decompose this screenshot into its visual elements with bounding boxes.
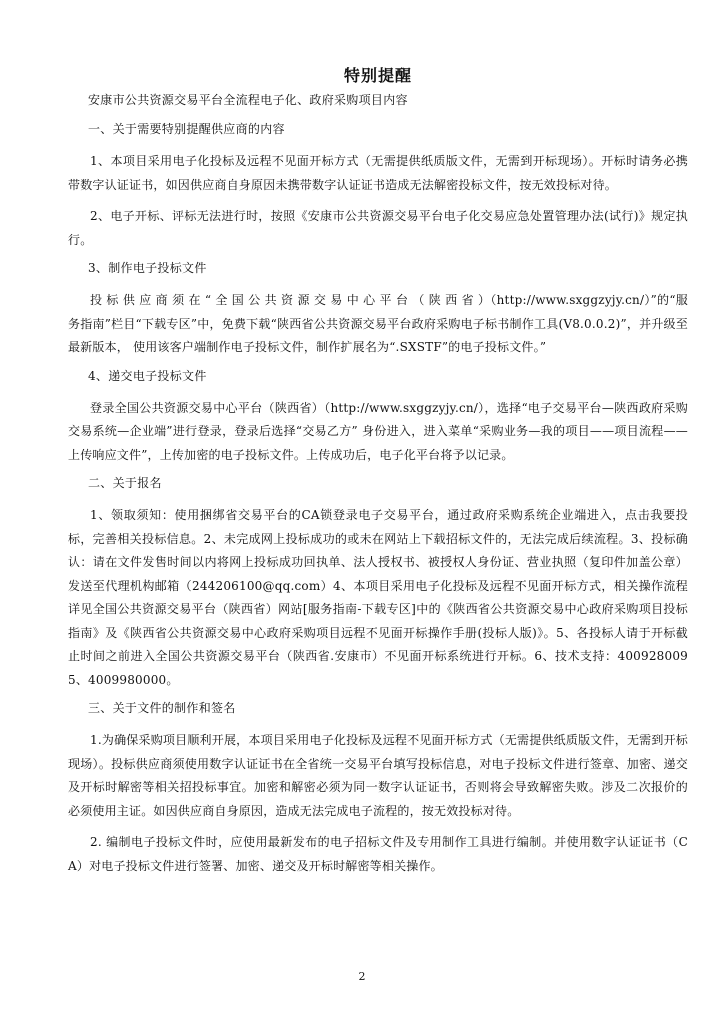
section-heading-3: 三、关于文件的制作和签名 <box>88 701 236 715</box>
paragraph-3-2: 2. 编制电子投标文件时，应使用最新发布的电子招标文件及专用制作工具进行编制。并使用数字认证证书（CA）对电子投标文件进行签署、加密、递交及开标时解密等相关操作。 <box>68 835 688 873</box>
paragraph-3-1: 1.为确保采购项目顺利开展，本项目采用电子化投标及远程不见面开标方式（无需提供纸质版文件，无需到开标现场）。投标供应商须使用数字认证证书在全省统一交易平台填写投标信息，对电子投标文件进行签章、加密、递交及开标时解密等相关招投标事宜。加密和解密必须为同一数字认证证书，否则将会导致解密失败。涉及二次报价的必须使用主证。如因供应商自身原因，造成无法完成电子流程的，按无效投标对待。 <box>68 733 688 818</box>
document-subtitle: 安康市公共资源交易平台全流程电子化、政府采购项目内容 <box>88 93 408 107</box>
paragraph-1-2: 2、电子开标、评标无法进行时，按照《安康市公共资源交易平台电子化交易应急处置管理办法(试行)》规定执行。 <box>68 209 688 247</box>
section-heading-2: 二、关于报名 <box>88 476 162 490</box>
section-heading-1: 一、关于需要特别提醒供应商的内容 <box>88 122 285 136</box>
paragraph-1-1: 1、本项目采用电子化投标及远程不见面开标方式（无需提供纸质版文件，无需到开标现场）。开标时请务必携带数字认证证书，如因供应商自身原因未携带数字认证证书造成无法解密投标文件，按无效投标对待。 <box>68 154 688 192</box>
paragraph-1-3: 投 标 供 应 商 须 在 “ 全 国 公 共 资 源 交 易 中 心 平 台 （ 陕 西 省 ）（http://www.sxggzyjy.cn/）”的“服务指南”栏目“下载专区”中，免费下载“陕西省公共资源交易平台政府采购电子标书制作工具(V8.0.0.2)”，并升级至最新版本， 使用该客户端制作电子投标文件，制作扩展名为“.SXSTF”的电子投标文件。” <box>68 293 688 354</box>
subheading-1-3: 3、制作电子投标文件 <box>88 261 207 275</box>
page-number: 2 <box>358 970 366 983</box>
paragraph-1-4: 登录全国公共资源交易中心平台（陕西省）（http://www.sxggzyjy.cn/），选择“电子交易平台—陕西政府采购交易系统—企业端”进行登录，登录后选择“交易乙方” 身份进入，进入菜单“采购业务—我的项目——项目流程——上传响应文件”，上传加密的电子投标文件。上传成功后，电子化平台将予以记录。 <box>68 400 688 462</box>
paragraph-2-1: 1、领取须知：使用捆绑省交易平台的CA锁登录电子交易平台，通过政府采购系统企业端进入，点击我要投标，完善相关投标信息。2、未完成网上投标成功的或未在网站上下载招标文件的，无法完成后续流程。3、投标确认：请在文件发售时间以内将网上投标成功回执单、法人授权书、被授权人身份证、营业执照（复印件加盖公章）发送至代理机构邮箱（244206100@qq.com）4、本项目采用电子化投标及远程不见面开标方式，相关操作流程详见全国公共资源交易平台（陕西省）网站[服务指南-下载专区]中的《陕西省公共资源交易中心政府采购项目投标指南》及《陕西省公共资源交易中心政府采购项目远程不见面开标操作手册(投标人版)》。5、各投标人请于开标截止时间之前进入全国公共资源交易平台（陕西省.安康市）不见面开标系统进行开标。6、技术支持：4009280095、4009980000。 <box>68 508 688 687</box>
page-title: 特别提醒 <box>343 66 412 85</box>
subheading-1-4: 4、递交电子投标文件 <box>88 368 207 383</box>
document-page <box>68 66 688 886</box>
